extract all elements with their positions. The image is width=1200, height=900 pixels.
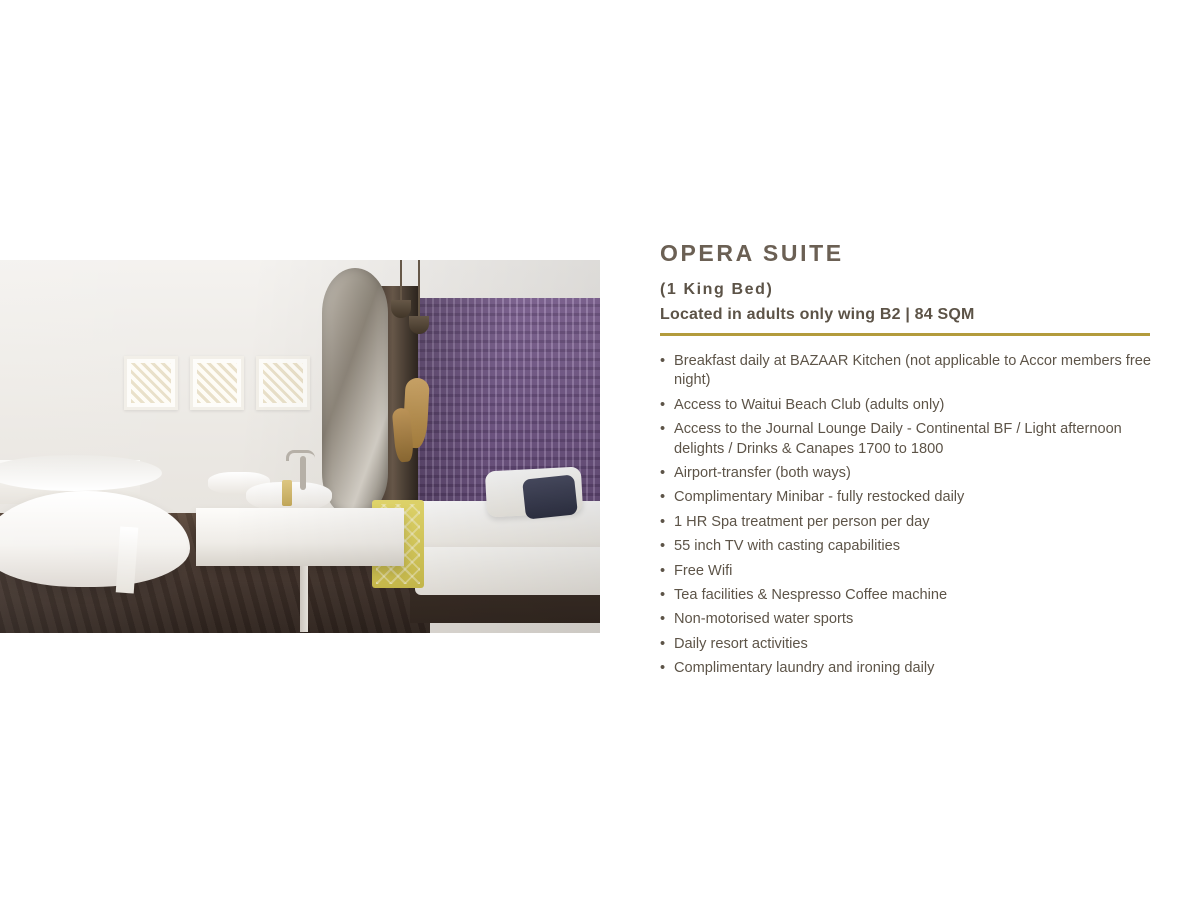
photo-amenity-bottle [282, 480, 292, 506]
photo-duvet [415, 547, 600, 595]
list-item: • Tea facilities & Nespresso Coffee machine [660, 586, 1160, 605]
list-item: • Airport-transfer (both ways) [660, 464, 1160, 483]
photo-accent-cushion [522, 474, 578, 519]
list-item: • 55 inch TV with casting capabilities [660, 537, 1160, 556]
bed-configuration: (1 King Bed) [660, 281, 774, 298]
list-item: • Access to the Journal Lounge Daily - Continental BF / Light afternoon delights / Drinks & Canapes 1700 to 1800 [660, 420, 1160, 459]
photo-vanity-leg [300, 566, 308, 632]
room-location-size: Located in adults only wing B2 | 84 SQM [660, 306, 975, 323]
list-item: • 1 HR Spa treatment per person per day [660, 513, 1160, 532]
gold-divider [660, 333, 1150, 336]
list-item: • Non-motorised water sports [660, 610, 1160, 629]
photo-wall-art-2 [190, 356, 244, 410]
photo-faucet [300, 456, 306, 490]
photo-wall-art-3 [256, 356, 310, 410]
list-item: • Complimentary laundry and ironing daily [660, 659, 1160, 678]
photo-vanity-counter [196, 508, 404, 566]
list-item: • Free Wifi [660, 562, 1160, 581]
list-item: • Access to Waitui Beach Club (adults only) [660, 396, 1160, 415]
photo-pendant-light-1 [400, 260, 402, 302]
photo-oval-mirror [322, 268, 388, 518]
suite-interior-photo [0, 260, 600, 633]
photo-wall-art-1 [124, 356, 178, 410]
list-item: • Daily resort activities [660, 635, 1160, 654]
list-item: • Breakfast daily at BAZAAR Kitchen (not applicable to Accor members free night) [660, 352, 1160, 391]
photo-pendant-light-2 [418, 260, 420, 318]
list-item: • Complimentary Minibar - fully restocked daily [660, 488, 1160, 507]
page-title: OPERA SUITE [660, 240, 844, 266]
room-description-panel [660, 240, 1160, 684]
features-list [660, 352, 1160, 679]
